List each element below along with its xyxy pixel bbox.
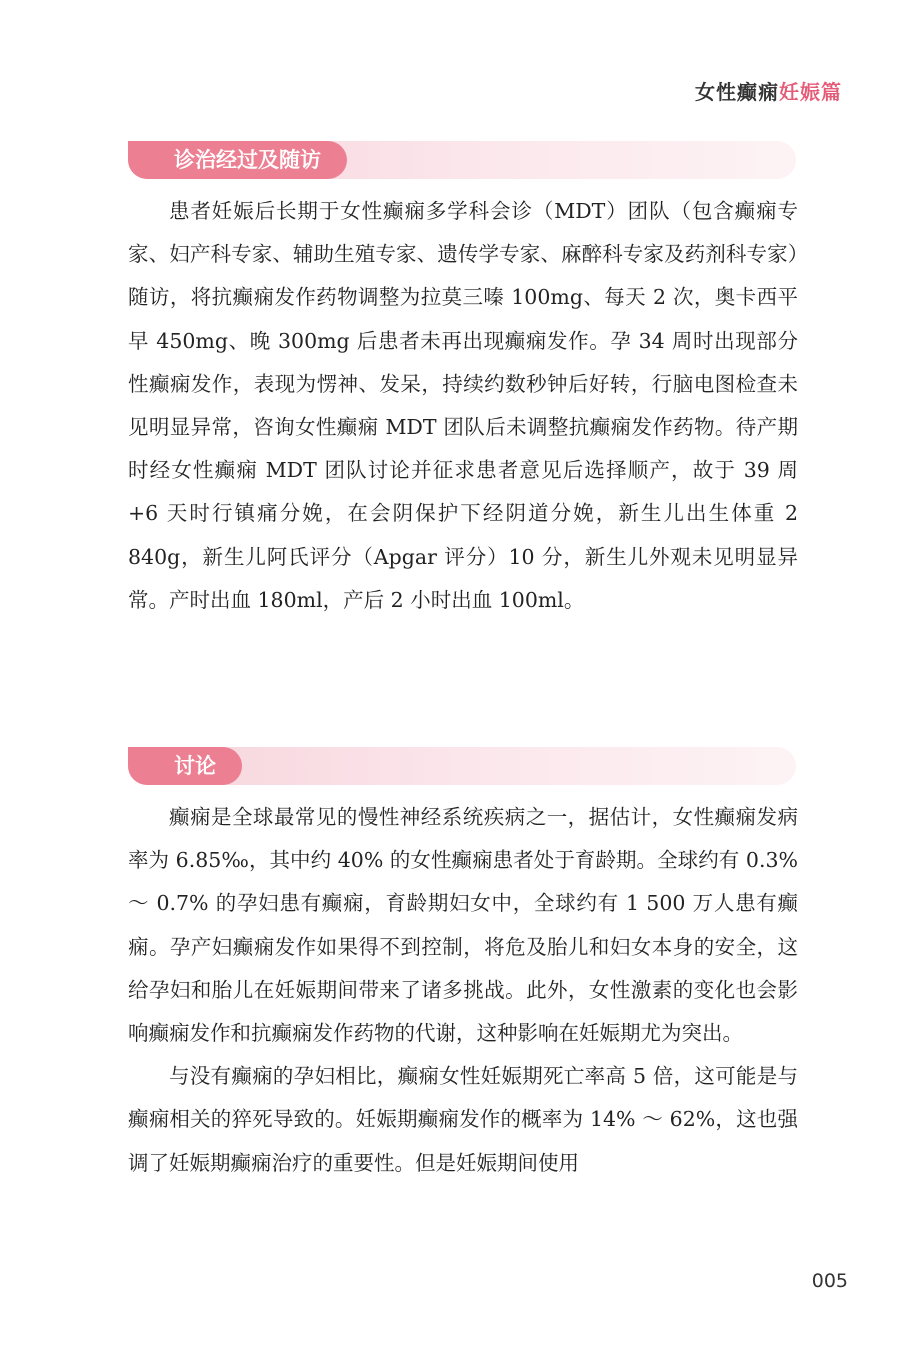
paragraph: 与没有癫痫的孕妇相比，癫痫女性妊娠期死亡率高 5 倍，这可能是与癫痫相关的猝死导致的。妊娠期癫痫发作的概率为 14% ～ 62%，这也强调了妊娠期癫痫治疗的重要性。但是妊娠期间使用 — [128, 1064, 798, 1175]
paragraph: 癫痫是全球最常见的慢性神经系统疾病之一，据估计，女性癫痫发病率为 6.85‰，其中约 40% 的女性癫痫患者处于育龄期。全球约有 0.3% ～ 0.7% 的孕妇患有癫痫，育龄期妇女中，全球约有 1 500 万人患有癫痫。孕产妇癫痫发作如果得不到控制，将危及胎儿和妇女本身的安全，这给孕妇和胎儿在妊娠期间带来了诸多挑战。此外，女性激素的变化也会影响癫痫发作和抗癫痫发作药物的代谢，这种影响在妊娠期尤为突出。 — [128, 805, 798, 1046]
paragraph: 患者妊娠后长期于女性癫痫多学科会诊（MDT）团队（包含癫痫专家、妇产科专家、辅助生殖专家、遗传学专家、麻醉科专家及药剂科专家）随访，将抗癫痫发作药物调整为拉莫三嗪 100mg、每天 2 次，奥卡西平早 450mg、晚 300mg 后患者未再出现癫痫发作。孕 34 周时出现部分性癫痫发作，表现为愣神、发呆，持续约数秒钟后好转，行脑电图检查未见明显异常，咨询女性癫痫 MDT 团队后未调整抗癫痫发作药物。待产期时经女性癫痫 MDT 团队讨论并征求患者意见后选择顺产，故于 39 周 +6 天时行镇痛分娩，在会阴保护下经阴道分娩，新生儿出生体重 2 840g，新生儿阿氏评分（Apgar 评分）10 分，新生儿外观未见明显异常。产时出血 180ml，产后 2 小时出血 100ml。 — [128, 199, 798, 612]
section-heading-bar — [128, 747, 796, 785]
running-header — [695, 76, 842, 105]
header-title-accent: 妊娠篇 — [779, 80, 842, 104]
page-number: 005 — [811, 1270, 848, 1292]
section-title-treatment: 诊治经过及随访 — [128, 141, 347, 179]
section-body-discussion — [128, 796, 798, 1185]
section-body-treatment — [128, 190, 798, 622]
section-title-discussion: 讨论 — [128, 747, 242, 785]
section-heading-bar — [128, 141, 796, 179]
header-title-main: 女性癫痫 — [695, 80, 779, 104]
